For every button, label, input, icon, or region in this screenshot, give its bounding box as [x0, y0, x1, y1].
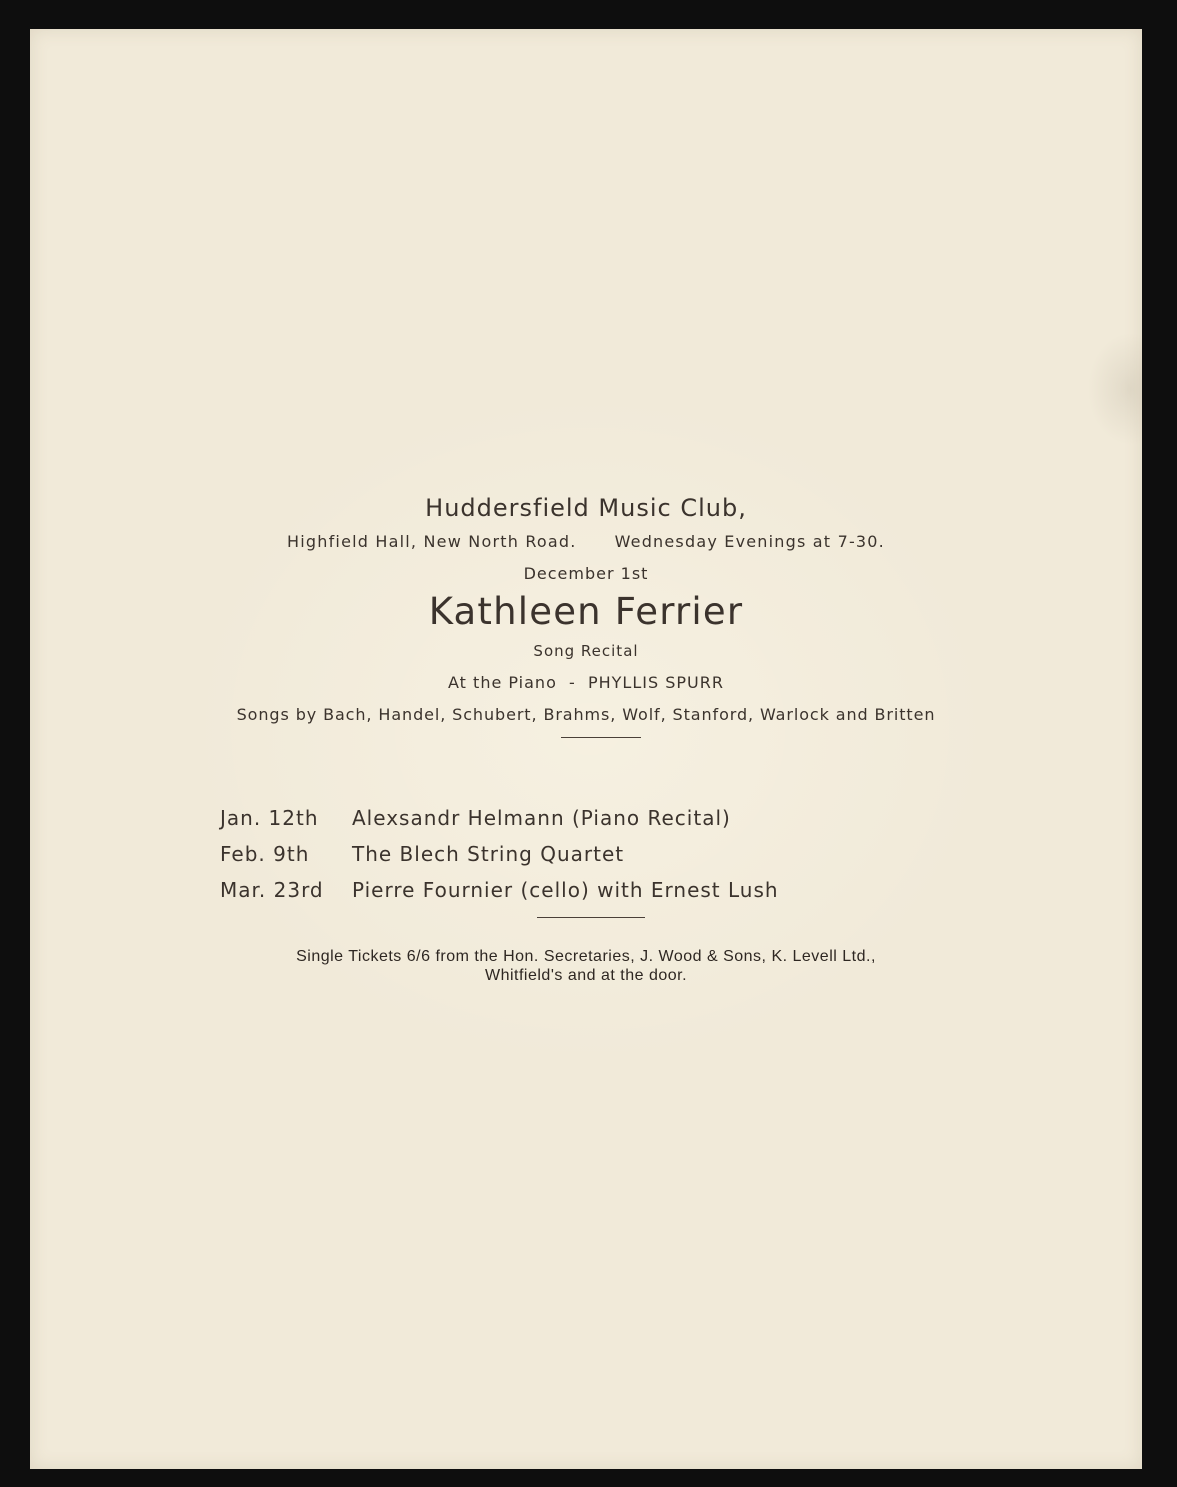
upcoming-concerts — [220, 806, 779, 914]
event-title: Alexsandr Helmann (Piano Recital) — [352, 806, 731, 830]
event-title: The Blech String Quartet — [352, 842, 625, 866]
ticket-info — [30, 947, 1142, 985]
repertoire: Songs by Bach, Handel, Schubert, Brahms, Wolf, Stanford, Warlock and Britten — [236, 705, 936, 724]
programme-sheet — [30, 29, 1142, 1469]
venue: Highfield Hall, New North Road. — [287, 532, 577, 551]
event-date: Feb. 9th — [220, 842, 310, 866]
schedule-note: Wednesday Evenings at 7-30. — [614, 532, 885, 551]
ticket-info-line: Single Tickets 6/6 from the Hon. Secretaries, J. Wood & Sons, K. Levell Ltd., — [296, 948, 876, 965]
list-item — [220, 842, 779, 878]
divider — [537, 917, 645, 918]
list-item — [220, 878, 779, 914]
accompanist: At the Piano - PHYLLIS SPURR — [448, 673, 724, 692]
performer-name: Kathleen Ferrier — [428, 590, 744, 633]
club-name: Huddersfield Music Club, — [425, 494, 747, 522]
event-date: Jan. 12th — [220, 806, 319, 830]
venue-line — [30, 532, 1142, 551]
divider — [561, 737, 641, 738]
event-date: Mar. 23rd — [220, 878, 324, 902]
ticket-info-line: Whitfield's and at the door. — [484, 967, 688, 984]
performance-type: Song Recital — [533, 642, 639, 660]
concert-date: December 1st — [523, 564, 649, 583]
list-item — [220, 806, 779, 842]
event-title: Pierre Fournier (cello) with Ernest Lush — [352, 878, 779, 902]
